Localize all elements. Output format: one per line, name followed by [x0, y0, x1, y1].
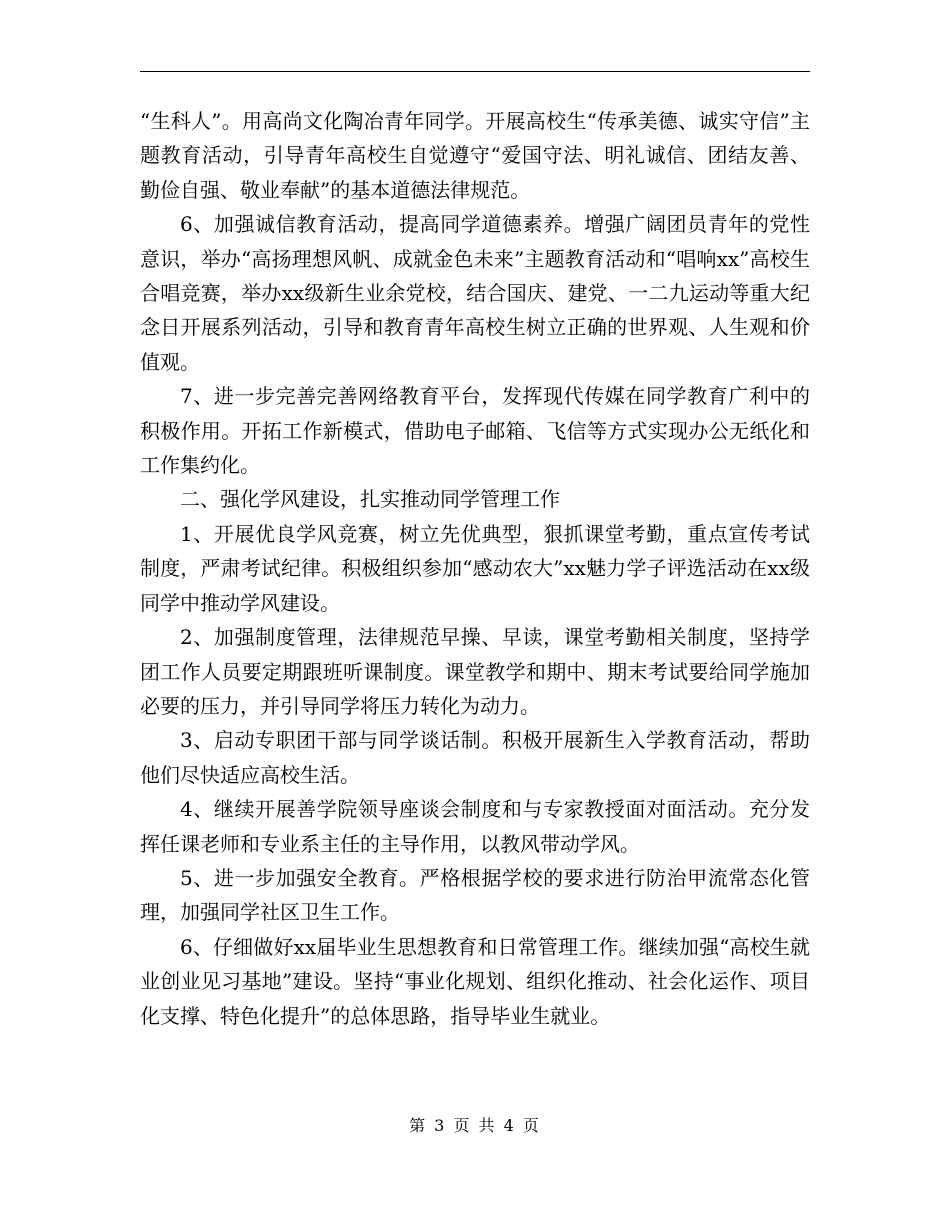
document-body [140, 104, 810, 1033]
paragraph: 6、仔细做好xx届毕业生思想教育和日常管理工作。继续加强“高校生就业创业见习基地”建设。坚持“事业化规划、组织化推动、社会化运作、项目化支撑、特色化提升”的总体思路，指导毕业生就业。 [140, 934, 810, 1028]
paragraph: 3、启动专职团干部与同学谈话制。积极开展新生入学教育活动，帮助他们尽快适应高校生活。 [140, 728, 810, 787]
header-rule [140, 71, 810, 72]
paragraph: 二、强化学风建设，扎实推动同学管理工作 [180, 487, 560, 512]
paragraph: 4、继续开展善学院领导座谈会制度和与专家教授面对面活动。充分发挥任课老师和专业系主任的主导作用，以教风带动学风。 [140, 797, 810, 856]
paragraph: “生科人”。用高尚文化陶冶青年同学。开展高校生“传承美德、诚实守信”主题教育活动，引导青年高校生自觉遵守“爱国守法、明礼诚信、团结友善、勤俭自强、敬业奉献”的基本道德法律规范。 [140, 109, 810, 202]
paragraph: 7、进一步完善完善网络教育平台，发挥现代传媒在同学教育广利中的积极作用。开拓工作新模式，借助电子邮箱、飞信等方式实现办公无纸化和工作集约化。 [140, 384, 810, 478]
paragraph: 6、加强诚信教育活动，提高同学道德素养。增强广阔团员青年的党性意识，举办“高扬理想风帆、成就金色未来”主题教育活动和“唱响xx”高校生合唱竞赛，举办xx级新生业余党校，结合国庆、建党、一二九运动等重大纪念日开展系列活动，引导和教育青年高校生树立正确的世界观、人生观和价值观。 [140, 212, 810, 374]
paragraph: 5、进一步加强安全教育。严格根据学校的要求进行防治甲流常态化管理，加强同学社区卫生工作。 [140, 865, 810, 925]
paragraph: 1、开展优良学风竞赛，树立先优典型，狠抓课堂考勤，重点宣传考试制度，严肃考试纪律。积极组织参加“感动农大”xx魅力学子评选活动在xx级同学中推动学风建设。 [140, 521, 810, 615]
page-footer: 第 3 页 共 4 页 [409, 1116, 541, 1135]
paragraph: 2、加强制度管理，法律规范早操、早读，课堂考勤相关制度，坚持学团工作人员要定期跟班听课制度。课堂教学和期中、期末考试要给同学施加必要的压力，并引导同学将压力转化为动力。 [140, 625, 810, 718]
